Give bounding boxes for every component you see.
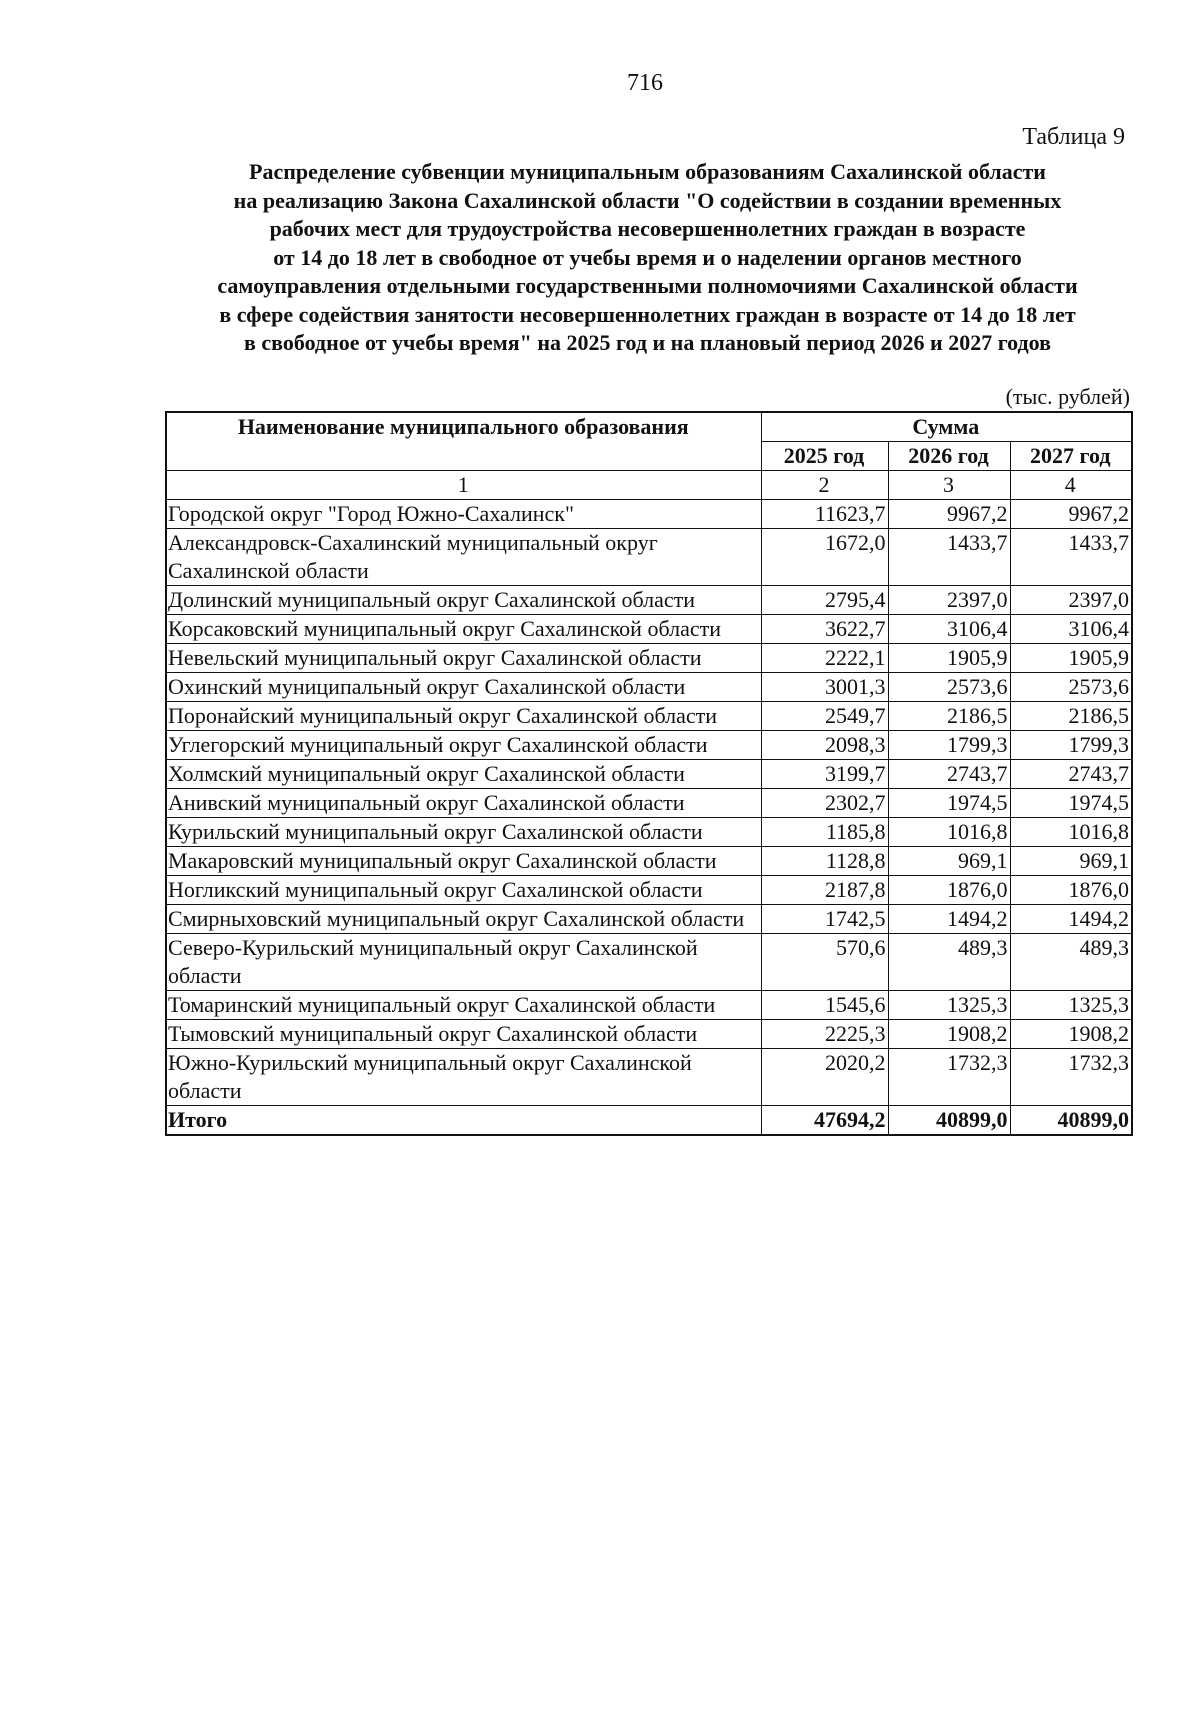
- row-value-2026: 2573,6: [888, 673, 1010, 702]
- row-value-2026: 1016,8: [888, 818, 1010, 847]
- row-value-2027: 1974,5: [1010, 789, 1132, 818]
- row-value-2025: 1672,0: [761, 529, 888, 586]
- row-value-2025: 2222,1: [761, 644, 888, 673]
- row-name: Ногликский муниципальный округ Сахалинской области: [166, 876, 761, 905]
- row-value-2025: 1128,8: [761, 847, 888, 876]
- row-name: Анивский муниципальный округ Сахалинской области: [166, 789, 761, 818]
- title-line: Распределение субвенции муниципальным образованиям Сахалинской области: [249, 159, 1046, 184]
- row-name: Тымовский муниципальный округ Сахалинской области: [166, 1020, 761, 1049]
- title-line: в сфере содействия занятости несовершеннолетних граждан в возрасте от 14 до 18 лет: [219, 301, 1076, 327]
- row-value-2026: 9967,2: [888, 500, 1010, 529]
- row-name: Охинский муниципальный округ Сахалинской области: [166, 673, 761, 702]
- header-year: 2027 год: [1010, 442, 1132, 471]
- row-value-2027: 1732,3: [1010, 1049, 1132, 1106]
- row-value-2025: 2225,3: [761, 1020, 888, 1049]
- subvention-table: [165, 411, 1133, 1136]
- row-value-2026: 1433,7: [888, 529, 1010, 586]
- row-value-2026: 2743,7: [888, 760, 1010, 789]
- row-name: Томаринский муниципальный округ Сахалинской области: [166, 991, 761, 1020]
- header-row: [166, 412, 1132, 442]
- row-value-2027: 2573,6: [1010, 673, 1132, 702]
- row-name: Невельский муниципальный округ Сахалинской области: [166, 644, 761, 673]
- row-value-2027: 1905,9: [1010, 644, 1132, 673]
- row-value-2026: 2397,0: [888, 586, 1010, 615]
- row-value-2027: 2397,0: [1010, 586, 1132, 615]
- row-value-2027: 489,3: [1010, 934, 1132, 991]
- table-row: [166, 905, 1132, 934]
- column-number: 2: [761, 471, 888, 500]
- row-value-2027: 1876,0: [1010, 876, 1132, 905]
- row-value-2027: 1016,8: [1010, 818, 1132, 847]
- total-value-2027: 40899,0: [1010, 1106, 1132, 1136]
- row-name: Смирныховский муниципальный округ Сахалинской области: [166, 905, 761, 934]
- row-value-2026: 1799,3: [888, 731, 1010, 760]
- total-value-2025: 47694,2: [761, 1106, 888, 1136]
- row-name: Городской округ "Город Южно-Сахалинск": [166, 500, 761, 529]
- row-value-2027: 1908,2: [1010, 1020, 1132, 1049]
- column-numbers-row: [166, 471, 1132, 500]
- row-value-2025: 11623,7: [761, 500, 888, 529]
- row-value-2025: 3199,7: [761, 760, 888, 789]
- table-row: [166, 731, 1132, 760]
- header-name: Наименование муниципального образования: [166, 412, 761, 471]
- row-name: Холмский муниципальный округ Сахалинской области: [166, 760, 761, 789]
- row-value-2025: 3001,3: [761, 673, 888, 702]
- table-row: [166, 818, 1132, 847]
- row-value-2026: 969,1: [888, 847, 1010, 876]
- column-number: 3: [888, 471, 1010, 500]
- table-row: [166, 789, 1132, 818]
- header-sum: Сумма: [761, 412, 1132, 442]
- row-value-2025: 1742,5: [761, 905, 888, 934]
- row-value-2027: 1799,3: [1010, 731, 1132, 760]
- row-name: Корсаковский муниципальный округ Сахалинской области: [166, 615, 761, 644]
- total-label: Итого: [166, 1106, 761, 1136]
- row-value-2025: 1545,6: [761, 991, 888, 1020]
- row-value-2026: 1325,3: [888, 991, 1010, 1020]
- table-label: Таблица 9: [1022, 124, 1125, 150]
- row-value-2026: 489,3: [888, 934, 1010, 991]
- row-name: Северо-Курильский муниципальный округ Сахалинской области: [166, 934, 761, 991]
- table-row: [166, 847, 1132, 876]
- row-value-2027: 3106,4: [1010, 615, 1132, 644]
- table-row: [166, 529, 1132, 586]
- row-value-2025: 2549,7: [761, 702, 888, 731]
- row-value-2027: 1494,2: [1010, 905, 1132, 934]
- row-name: Южно-Курильский муниципальный округ Сахалинской области: [166, 1049, 761, 1106]
- row-value-2025: 2795,4: [761, 586, 888, 615]
- title-line: от 14 до 18 лет в свободное от учебы время и о наделении органов местного: [273, 244, 1022, 270]
- row-value-2027: 1433,7: [1010, 529, 1132, 586]
- table-row: [166, 760, 1132, 789]
- row-name: Макаровский муниципальный округ Сахалинской области: [166, 847, 761, 876]
- row-value-2027: 2186,5: [1010, 702, 1132, 731]
- column-number: 4: [1010, 471, 1132, 500]
- row-value-2027: 1325,3: [1010, 991, 1132, 1020]
- row-value-2027: 969,1: [1010, 847, 1132, 876]
- table-row: [166, 1049, 1132, 1106]
- row-value-2027: 9967,2: [1010, 500, 1132, 529]
- row-value-2026: 1732,3: [888, 1049, 1010, 1106]
- row-name: Долинский муниципальный округ Сахалинской области: [166, 586, 761, 615]
- row-value-2025: 2302,7: [761, 789, 888, 818]
- row-value-2026: 1494,2: [888, 905, 1010, 934]
- row-value-2025: 2098,3: [761, 731, 888, 760]
- row-name: Поронайский муниципальный округ Сахалинской области: [166, 702, 761, 731]
- header-year: 2025 год: [761, 442, 888, 471]
- table-row: [166, 673, 1132, 702]
- row-value-2026: 1908,2: [888, 1020, 1010, 1049]
- table-row: [166, 702, 1132, 731]
- row-value-2027: 2743,7: [1010, 760, 1132, 789]
- row-value-2026: 1974,5: [888, 789, 1010, 818]
- table-row: [166, 586, 1132, 615]
- units-label: (тыс. рублей): [1005, 384, 1130, 409]
- table-row: [166, 934, 1132, 991]
- row-value-2026: 1905,9: [888, 644, 1010, 673]
- row-value-2025: 2187,8: [761, 876, 888, 905]
- title-line: рабочих мест для трудоустройства несовершеннолетних граждан в возрасте: [269, 216, 1026, 241]
- row-value-2025: 570,6: [761, 934, 888, 991]
- table-row: [166, 1020, 1132, 1049]
- title-line: на реализацию Закона Сахалинской области "О содействии в создании временных: [233, 187, 1062, 213]
- row-value-2026: 3106,4: [888, 615, 1010, 644]
- table-row: [166, 876, 1132, 905]
- row-value-2025: 1185,8: [761, 818, 888, 847]
- row-name: Курильский муниципальный округ Сахалинской области: [166, 818, 761, 847]
- page-number: 716: [627, 70, 663, 96]
- table-row: [166, 991, 1132, 1020]
- row-name: Углегорский муниципальный округ Сахалинской области: [166, 731, 761, 760]
- table-row: [166, 500, 1132, 529]
- header-year: 2026 год: [888, 442, 1010, 471]
- row-value-2025: 3622,7: [761, 615, 888, 644]
- title-line: самоуправления отдельными государственными полномочиями Сахалинской области: [217, 273, 1078, 298]
- row-value-2025: 2020,2: [761, 1049, 888, 1106]
- total-row: [166, 1106, 1132, 1136]
- column-number: 1: [166, 471, 761, 500]
- table-row: [166, 644, 1132, 673]
- total-value-2026: 40899,0: [888, 1106, 1010, 1136]
- row-value-2026: 1876,0: [888, 876, 1010, 905]
- row-value-2026: 2186,5: [888, 702, 1010, 731]
- title-line: в свободное от учебы время" на 2025 год и на плановый период 2026 и 2027 годов: [243, 330, 1051, 355]
- table-row: [166, 615, 1132, 644]
- document-title: [170, 158, 1125, 358]
- row-name: Александровск-Сахалинский муниципальный округ Сахалинской области: [166, 529, 761, 586]
